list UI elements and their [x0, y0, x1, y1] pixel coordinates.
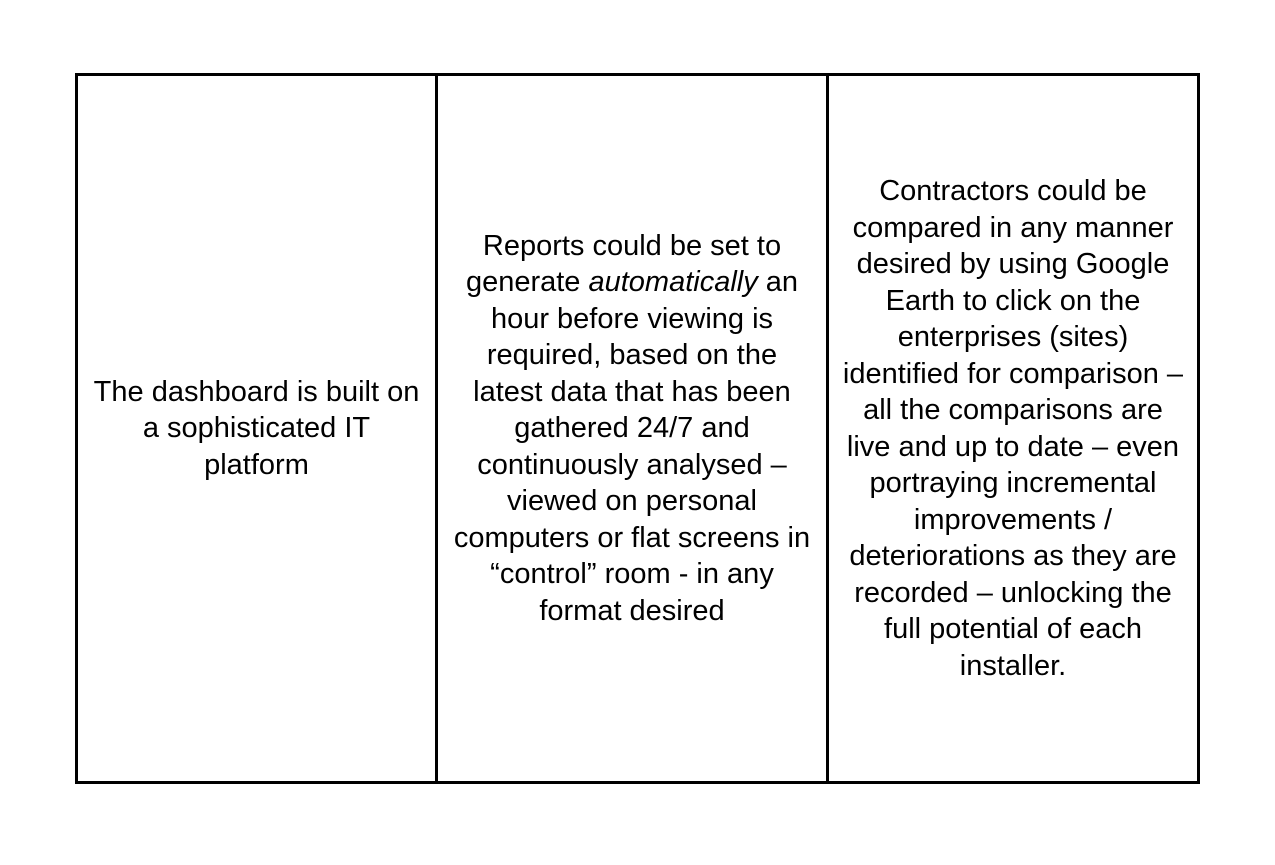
- info-table: [75, 73, 1200, 784]
- platform-text: The dashboard is built on a sophisticated IT platform: [93, 375, 420, 481]
- reports-text: [452, 228, 812, 630]
- reports-text-end: an hour before viewing is required, based on the latest data that has been gathered 24/7 and continuously analysed – viewed on personal computers or flat screens in “control” room - in any format desired: [453, 266, 811, 627]
- table-cell-reports: [438, 76, 829, 781]
- table-cell-contractors: [829, 76, 1197, 781]
- contractors-text: Contractors could be compared in any manner desired by using Google Earth to click on the enterprises (sites) identified for comparison – all the comparisons are live and up to date – even portraying incremental improvements / deteriorations as they are recorded – unlocking the full potential of each installer.: [842, 175, 1184, 682]
- reports-text-emphasis: automatically: [588, 266, 758, 299]
- reports-text-start: Reports could be set to generate: [465, 229, 782, 299]
- table-cell-platform: [78, 76, 438, 781]
